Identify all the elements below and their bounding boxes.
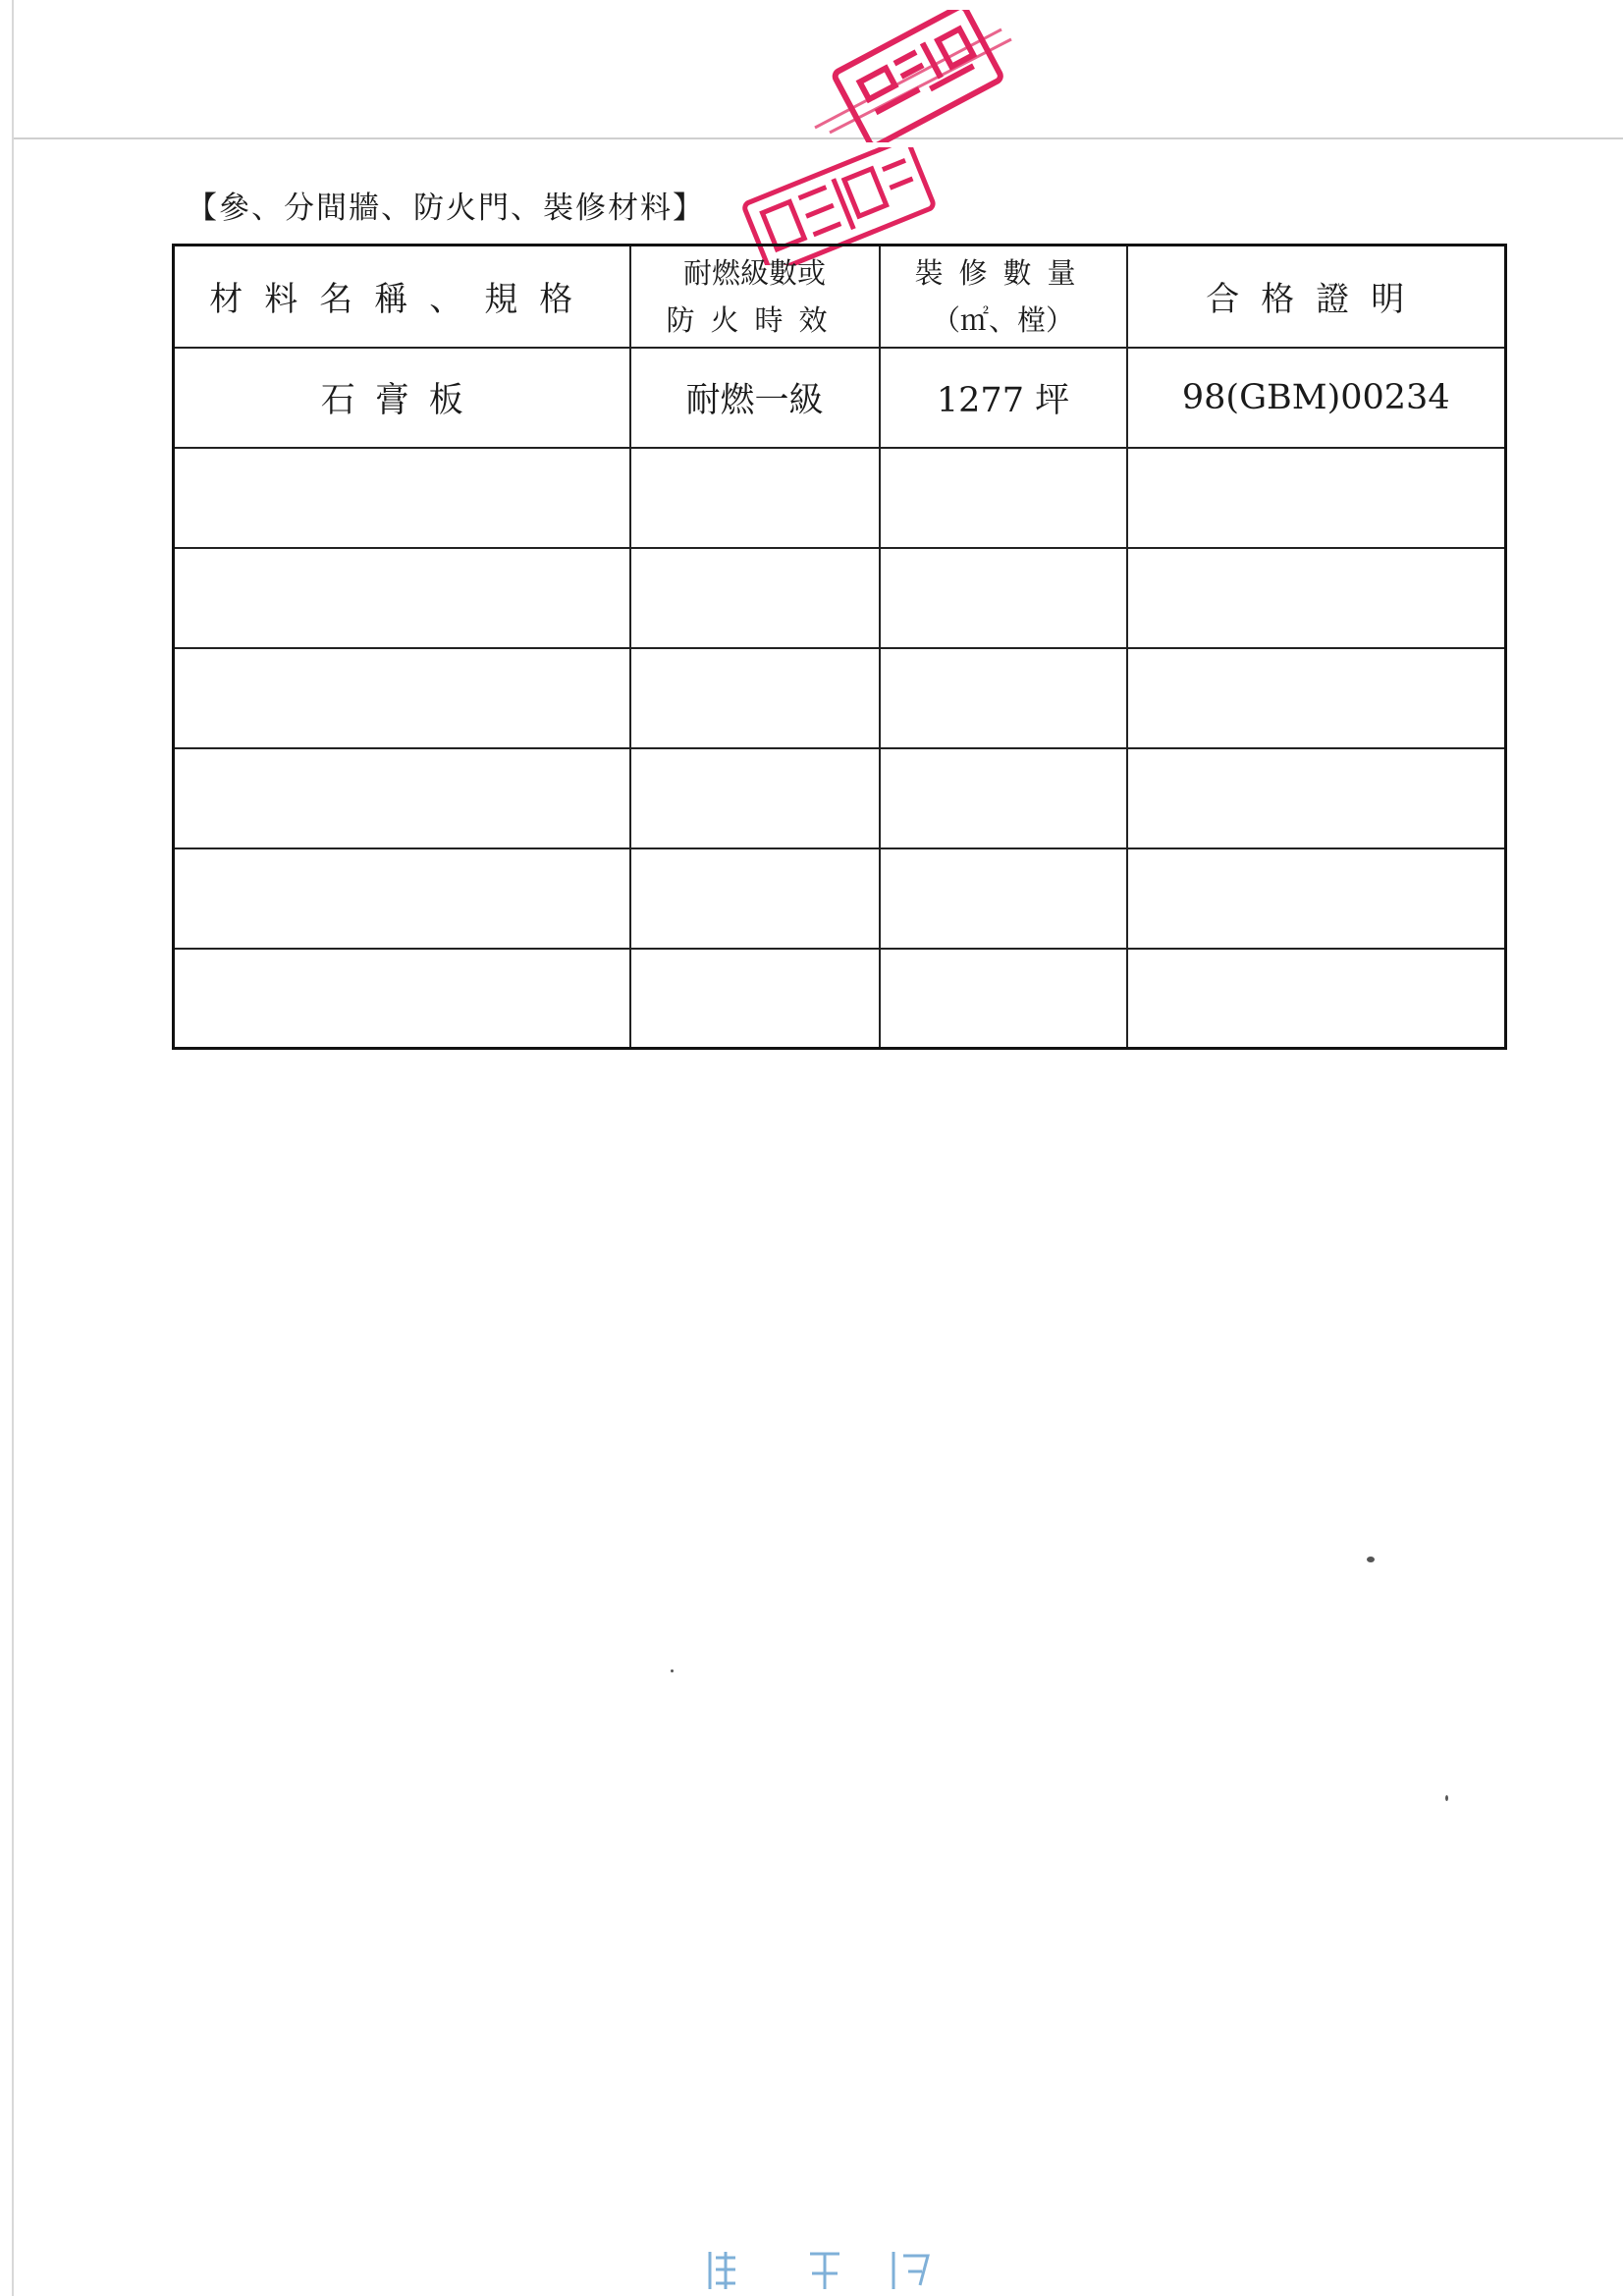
cell-fire-rating: 耐燃一級 — [630, 348, 880, 448]
table-row — [174, 848, 1506, 949]
cell-quantity — [880, 748, 1127, 848]
header-fire-rating-line2: 防火時效 — [666, 302, 843, 337]
cell-quantity: 1277 坪 — [880, 348, 1127, 448]
materials-table — [172, 244, 1507, 1050]
table-row — [174, 448, 1506, 548]
cell-quantity — [880, 648, 1127, 748]
cell-certificate — [1127, 548, 1506, 648]
cell-material-name — [174, 748, 630, 848]
cell-material-name — [174, 949, 630, 1049]
cell-material-name: 石膏板 — [174, 348, 630, 448]
table-row — [174, 548, 1506, 648]
cell-material-name — [174, 848, 630, 949]
table-row — [174, 949, 1506, 1049]
cell-certificate — [1127, 448, 1506, 548]
cell-fire-rating — [630, 848, 880, 949]
section-title: 【參、分間牆、防火門、裝修材料】 — [187, 191, 705, 226]
cell-certificate — [1127, 648, 1506, 748]
cell-material-name — [174, 448, 630, 548]
cell-certificate — [1127, 949, 1506, 1049]
cell-quantity — [880, 548, 1127, 648]
table-row — [174, 648, 1506, 748]
cell-quantity — [880, 848, 1127, 949]
table-header-row — [174, 246, 1506, 348]
header-fire-rating-line1: 耐燃級數或 — [682, 255, 826, 290]
cell-quantity — [880, 949, 1127, 1049]
cell-fire-rating — [630, 548, 880, 648]
header-quantity-line1: 裝修數量 — [914, 255, 1092, 290]
cell-certificate — [1127, 848, 1506, 949]
cell-fire-rating — [630, 448, 880, 548]
cell-certificate: 98(GBM)00234 — [1127, 348, 1506, 448]
cell-quantity — [880, 448, 1127, 548]
cell-fire-rating — [630, 748, 880, 848]
cell-material-name — [174, 648, 630, 748]
page-number-stamp — [702, 2244, 947, 2293]
scan-speck — [1367, 1557, 1375, 1562]
table-row — [174, 348, 1506, 448]
cell-fire-rating — [630, 648, 880, 748]
header-certificate: 合格證明 — [1127, 246, 1506, 348]
header-material-name: 材料名稱、規格 — [174, 246, 630, 348]
page-left-edge — [12, 0, 14, 2296]
header-fire-rating — [630, 246, 880, 348]
seal-stamp-top — [805, 10, 1031, 142]
scan-speck — [1445, 1795, 1448, 1801]
table-row — [174, 748, 1506, 848]
cell-fire-rating — [630, 949, 880, 1049]
header-quantity — [880, 246, 1127, 348]
cell-material-name — [174, 548, 630, 648]
scan-speck — [671, 1669, 674, 1672]
header-quantity-line2: （㎡、樘） — [931, 302, 1074, 337]
cell-certificate — [1127, 748, 1506, 848]
